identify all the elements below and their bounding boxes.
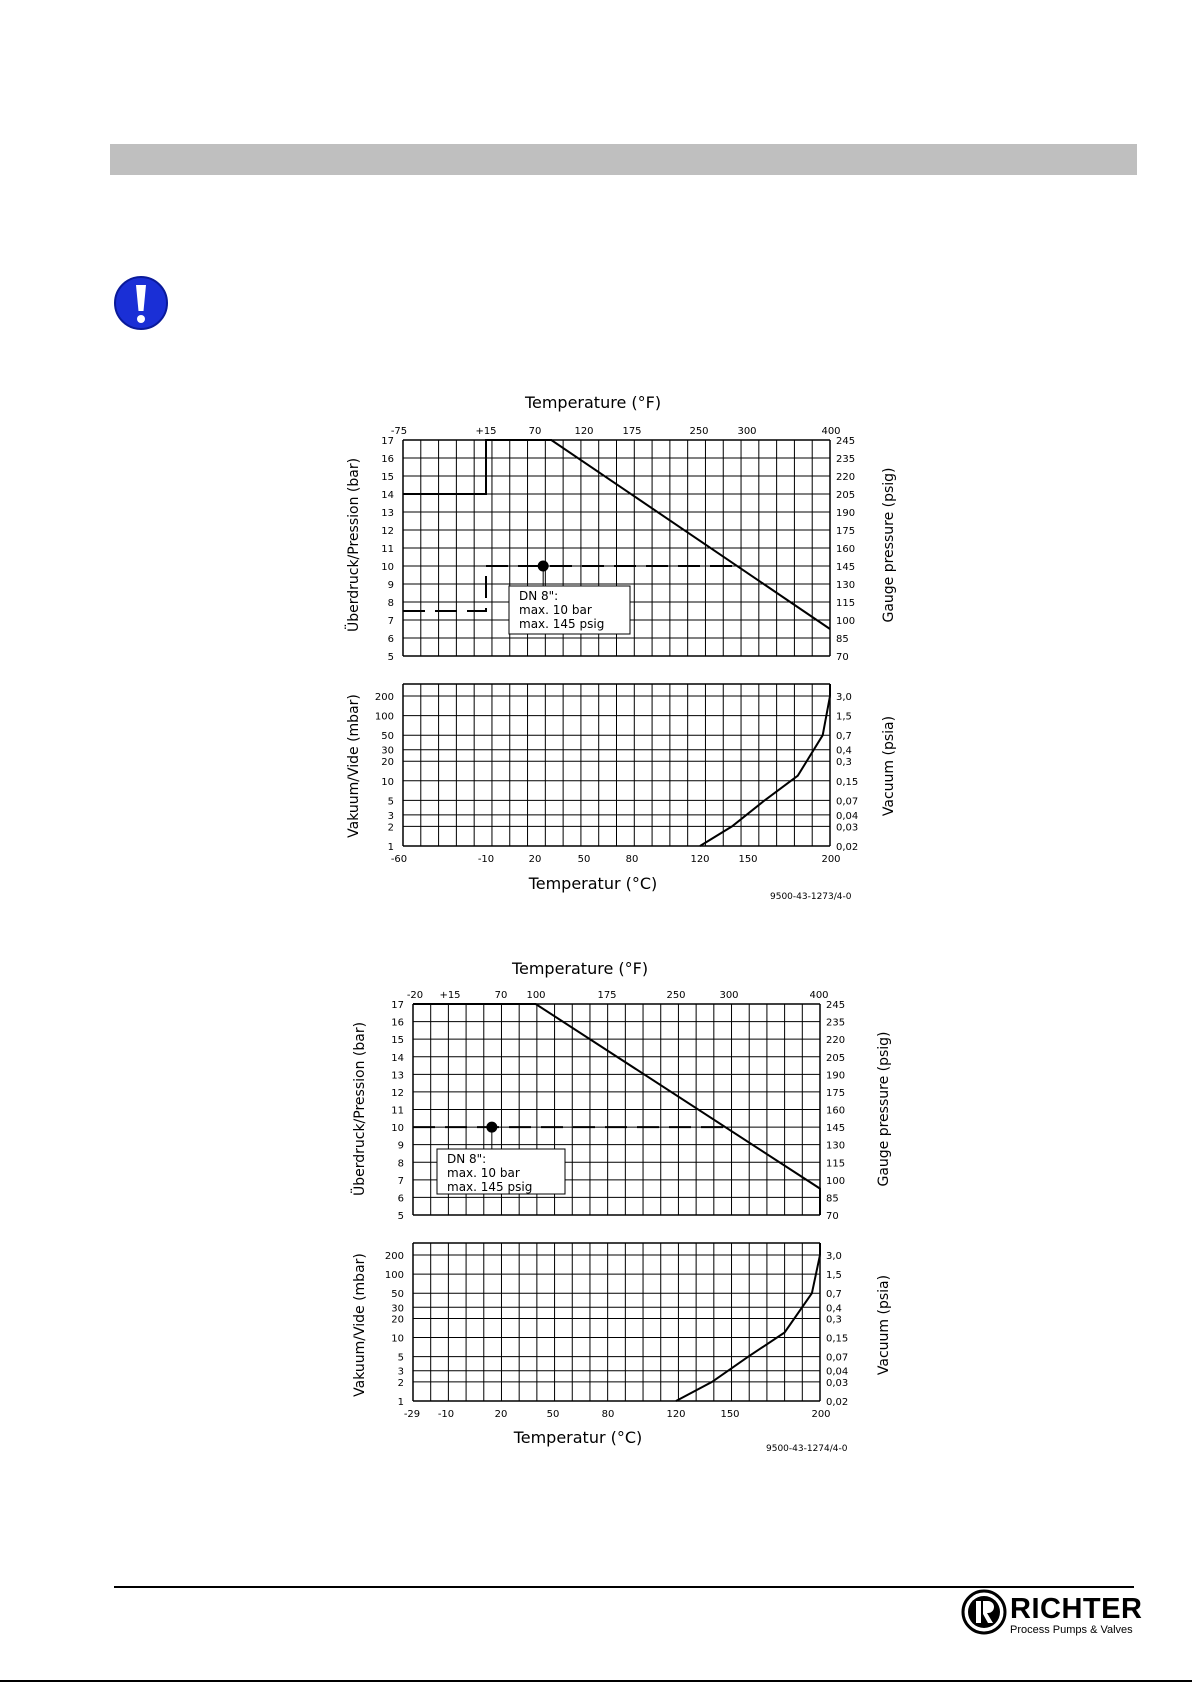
fahrenheit-tick-label: +15: [475, 426, 497, 437]
mbar-tick-label: 200: [384, 1251, 404, 1262]
fahrenheit-tick-label: -20: [406, 990, 424, 1001]
psig-tick-label: 85: [826, 1193, 839, 1205]
bar-tick-label: 6: [397, 1193, 404, 1205]
bar-tick-label: 16: [391, 1017, 404, 1029]
brand-tagline: Process Pumps & Valves: [1010, 1624, 1133, 1636]
psia-tick-label: 3,0: [826, 1251, 842, 1262]
bar-tick-label: 9: [397, 1140, 404, 1152]
psia-tick-label: 0,07: [826, 1352, 849, 1364]
bottom-axis-title: Temperatur (°C): [513, 1428, 643, 1447]
bar-tick-label: 11: [381, 544, 394, 555]
bar-tick-label: 7: [387, 616, 394, 627]
bar-tick-label: 10: [381, 562, 394, 573]
vacuum-limit-curve: [676, 1255, 820, 1401]
mbar-tick-label: 10: [391, 1333, 404, 1345]
psig-tick-label: 115: [836, 598, 856, 609]
psia-tick-label: 1,5: [826, 1270, 842, 1282]
mbar-tick-label: 50: [391, 1289, 404, 1301]
fahrenheit-tick-label: 70: [494, 990, 508, 1001]
mbar-tick-label: 200: [374, 692, 394, 703]
fahrenheit-tick-label: 175: [597, 990, 617, 1001]
bar-tick-label: 17: [381, 436, 394, 447]
fahrenheit-tick-label: -75: [390, 426, 408, 437]
right-label-vacuum: Vacuum (psia): [876, 1274, 892, 1376]
bar-tick-label: 13: [381, 508, 394, 519]
celsius-tick-label: -10: [477, 854, 495, 865]
psig-tick-label: 130: [836, 580, 856, 591]
top-axis-title: Temperature (°F): [524, 393, 662, 412]
psig-tick-label: 205: [836, 490, 856, 501]
mbar-tick-label: 5: [387, 796, 394, 808]
psig-tick-label: 235: [836, 454, 856, 465]
celsius-tick-label: 20: [494, 1409, 508, 1420]
psig-tick-label: 175: [836, 526, 856, 537]
celsius-tick-label: 150: [738, 854, 758, 865]
psia-tick-label: 0,03: [836, 822, 859, 834]
bar-tick-label: 15: [381, 472, 394, 483]
psia-tick-label: 0,3: [826, 1314, 842, 1326]
psig-tick-label: 70: [836, 652, 849, 663]
psig-tick-label: 190: [836, 508, 856, 519]
psig-tick-label: 190: [826, 1070, 846, 1082]
left-label-pressure: Überdruck/Pression (bar): [346, 457, 362, 633]
right-label-pressure: Gauge pressure (psig): [881, 467, 897, 623]
celsius-tick-label: 50: [546, 1409, 560, 1420]
celsius-tick-label: 50: [577, 854, 591, 865]
fahrenheit-tick-label: 250: [666, 990, 686, 1001]
left-label-vacuum: Vakuum/Vide (mbar): [346, 694, 362, 838]
left-label-vacuum: Vakuum/Vide (mbar): [352, 1253, 368, 1397]
psia-tick-label: 0,04: [836, 810, 859, 822]
psia-tick-label: 0,4: [836, 745, 852, 757]
fahrenheit-tick-label: 250: [689, 426, 709, 437]
bar-tick-label: 6: [387, 634, 394, 645]
psig-tick-label: 235: [826, 1017, 846, 1029]
left-label-pressure: Überdruck/Pression (bar): [352, 1021, 368, 1197]
mbar-tick-label: 2: [387, 822, 394, 834]
psia-tick-label: 0,07: [836, 796, 859, 808]
celsius-tick-label: 80: [625, 854, 639, 865]
fahrenheit-tick-label: 400: [809, 990, 829, 1001]
fahrenheit-tick-label: 400: [821, 426, 841, 437]
psia-tick-label: 3,0: [836, 692, 852, 703]
right-label-pressure: Gauge pressure (psig): [876, 1031, 892, 1187]
psig-tick-label: 115: [826, 1158, 846, 1170]
celsius-tick-label: 120: [690, 854, 710, 865]
brand-name: RICHTER: [1010, 1593, 1143, 1625]
psig-tick-label: 160: [836, 544, 856, 555]
psig-tick-label: 245: [836, 436, 856, 447]
psia-tick-label: 0,02: [836, 842, 859, 853]
bar-tick-label: 5: [387, 652, 394, 663]
page-bottom-edge: [0, 1680, 1192, 1682]
right-label-vacuum: Vacuum (psia): [881, 715, 897, 817]
psia-tick-label: 0,04: [826, 1366, 849, 1378]
mbar-tick-label: 2: [397, 1377, 404, 1389]
bar-tick-label: 8: [387, 598, 394, 609]
bar-tick-label: 12: [381, 526, 394, 537]
celsius-tick-label: -10: [437, 1409, 455, 1420]
psig-tick-label: 85: [836, 634, 849, 645]
fahrenheit-tick-label: 175: [622, 426, 642, 437]
bar-tick-label: 5: [397, 1211, 404, 1222]
annotation-line-1: DN 8":: [447, 1152, 487, 1166]
psia-tick-label: 0,3: [836, 757, 852, 769]
psia-tick-label: 1,5: [836, 711, 852, 723]
psia-tick-label: 0,7: [826, 1289, 842, 1301]
bar-tick-label: 13: [391, 1070, 404, 1082]
psig-tick-label: 130: [826, 1140, 846, 1152]
psig-tick-label: 220: [836, 472, 856, 483]
celsius-tick-label: 20: [528, 854, 542, 865]
bar-tick-label: 17: [391, 1000, 404, 1011]
mbar-tick-label: 3: [387, 810, 394, 822]
psia-tick-label: 0,15: [836, 776, 859, 788]
psia-tick-label: 0,7: [836, 731, 852, 743]
annotation-line-1: DN 8":: [519, 589, 559, 603]
bar-tick-label: 14: [391, 1052, 404, 1064]
mbar-tick-label: 30: [391, 1303, 404, 1315]
bar-tick-label: 8: [397, 1158, 404, 1170]
psig-tick-label: 205: [826, 1052, 846, 1064]
psig-tick-label: 100: [836, 616, 856, 627]
bar-tick-label: 9: [387, 580, 394, 591]
celsius-tick-label: 80: [601, 1409, 615, 1420]
bar-tick-label: 11: [391, 1105, 404, 1117]
annotation-line-2: max. 10 bar: [447, 1166, 520, 1180]
celsius-tick-label: -29: [403, 1409, 421, 1420]
mbar-tick-label: 30: [381, 745, 394, 757]
bar-tick-label: 14: [381, 490, 394, 501]
bar-tick-label: 16: [381, 454, 394, 465]
psig-tick-label: 175: [826, 1087, 846, 1099]
mbar-tick-label: 50: [381, 731, 394, 743]
psia-tick-label: 0,4: [826, 1303, 842, 1315]
psig-tick-label: 100: [826, 1175, 846, 1187]
annotation-line-3: max. 145 psig: [519, 617, 605, 631]
drawing-number: 9500-43-1274/4-0: [766, 1444, 848, 1454]
annotation-line-2: max. 10 bar: [519, 603, 592, 617]
mbar-tick-label: 20: [381, 757, 394, 769]
dn8-annotation-box: [437, 1149, 565, 1194]
celsius-tick-label: 200: [821, 854, 841, 865]
celsius-tick-label: 200: [811, 1409, 831, 1420]
fahrenheit-tick-label: +15: [439, 990, 461, 1001]
psig-tick-label: 220: [826, 1035, 846, 1047]
mbar-tick-label: 5: [397, 1352, 404, 1364]
mbar-tick-label: 1: [397, 1397, 404, 1408]
mbar-tick-label: 20: [391, 1314, 404, 1326]
psia-tick-label: 0,03: [826, 1377, 849, 1389]
fahrenheit-tick-label: 300: [719, 990, 739, 1001]
fahrenheit-tick-label: 120: [574, 426, 594, 437]
fahrenheit-tick-label: 70: [528, 426, 542, 437]
bar-tick-label: 15: [391, 1035, 404, 1047]
psia-tick-label: 0,15: [826, 1333, 849, 1345]
celsius-tick-label: -60: [390, 854, 408, 865]
mbar-tick-label: 3: [397, 1366, 404, 1378]
bottom-axis-title: Temperatur (°C): [528, 874, 658, 893]
celsius-tick-label: 150: [720, 1409, 740, 1420]
mbar-tick-label: 100: [384, 1270, 404, 1282]
mbar-tick-label: 1: [387, 842, 394, 853]
psig-tick-label: 160: [826, 1105, 846, 1117]
annotation-line-3: max. 145 psig: [447, 1180, 533, 1194]
top-axis-title: Temperature (°F): [511, 959, 649, 978]
psig-tick-label: 245: [826, 1000, 846, 1011]
bar-tick-label: 12: [391, 1087, 404, 1099]
mbar-tick-label: 10: [381, 776, 394, 788]
psia-tick-label: 0,02: [826, 1397, 849, 1408]
psig-tick-label: 145: [836, 562, 856, 573]
psig-tick-label: 70: [826, 1211, 839, 1222]
bar-tick-label: 10: [391, 1123, 404, 1135]
celsius-tick-label: 120: [666, 1409, 686, 1420]
fahrenheit-tick-label: 300: [737, 426, 757, 437]
drawing-number: 9500-43-1273/4-0: [770, 892, 852, 902]
mbar-tick-label: 100: [374, 711, 394, 723]
bar-tick-label: 7: [397, 1175, 404, 1187]
psig-tick-label: 145: [826, 1123, 846, 1135]
fahrenheit-tick-label: 100: [526, 990, 546, 1001]
